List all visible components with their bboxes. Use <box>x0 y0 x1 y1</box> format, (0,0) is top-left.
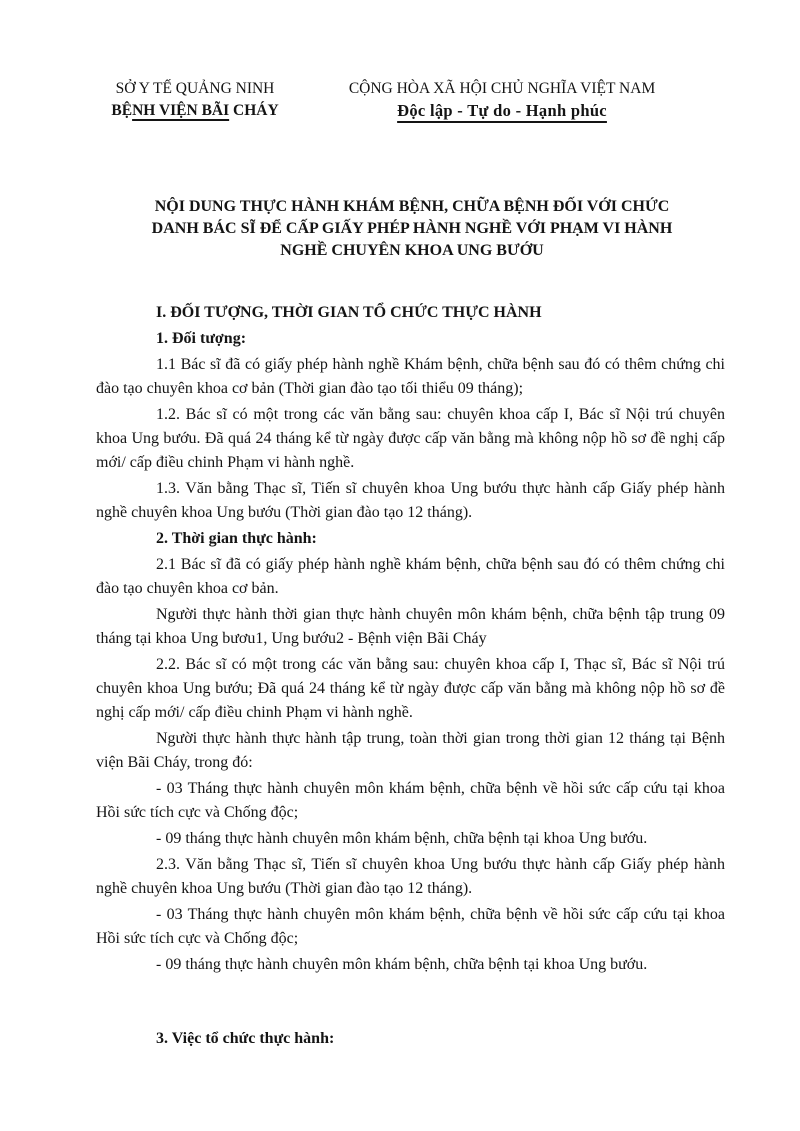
document-header <box>0 78 800 122</box>
agency-name <box>96 100 294 122</box>
agency-name-prefix: BỆ <box>111 102 133 119</box>
section-heading-i: I. ĐỐI TƯỢNG, THỜI GIAN TỔ CHỨC THỰC HÀNH <box>156 304 542 321</box>
paragraph-2-2: 2.2. Bác sĩ có một trong các văn bằng sau: chuyên khoa cấp I, Thạc sĩ, Bác sĩ Nội trú chuyên khoa Ung bướu; Đã quá 24 tháng kể từ ngày được cấp văn bằng mà không nộp hồ sơ đề nghị cấp mới/ cấp điều chinh Phạm vi hành nghề. <box>96 656 725 721</box>
agency-name-underlined: NH VIỆN BÃI <box>132 102 230 119</box>
bullet-hsc-2: - 03 Tháng thực hành chuyên môn khám bệnh, chữa bệnh về hồi sức cấp cứu tại khoa Hồi sức tích cực và Chống độc; <box>96 906 725 947</box>
paragraph-2-1: 2.1 Bác sĩ đã có giấy phép hành nghề khám bệnh, chữa bệnh sau đó có thêm chứng chi đào tạo chuyên khoa cơ bản. <box>96 556 725 597</box>
issuing-agency-block <box>96 78 294 122</box>
paragraph-1-2: 1.2. Bác sĩ có một trong các văn bằng sau: chuyên khoa cấp I, Bác sĩ Nội trú chuyên khoa Ung bướu. Đã quá 24 tháng kể từ ngày được cấp văn bằng mà không nộp hồ sơ đề nghị cấp mới/ cấp điều chinh Phạm vi hành nghề. <box>96 406 725 471</box>
paragraph-1-1: 1.1 Bác sĩ đã có giấy phép hành nghề Khám bệnh, chữa bệnh sau đó có thêm chứng chi đào tạo chuyên khoa cơ bản (Thời gian đào tạo tối thiểu 09 tháng); <box>96 356 725 397</box>
national-motto-block <box>294 78 710 122</box>
bullet-hsc-1: - 03 Tháng thực hành chuyên môn khám bệnh, chữa bệnh về hồi sức cấp cứu tại khoa Hồi sức tích cực và Chống độc; <box>96 780 725 821</box>
subsection-heading-1: 1. Đối tượng: <box>156 330 247 347</box>
paragraph-2-3: 2.3. Văn bằng Thạc sĩ, Tiến sĩ chuyên khoa Ung bướu thực hành cấp Giấy phép hành nghề chuyên khoa Ung bướu (Thời gian đào tạo 12 tháng). <box>96 856 725 897</box>
subsection-heading-3: 3. Việc tổ chức thực hành: <box>156 1030 335 1047</box>
agency-name-suffix: CHÁY <box>229 102 279 119</box>
document-title <box>96 196 728 262</box>
paragraph-1-3: 1.3. Văn bằng Thạc sĩ, Tiến sĩ chuyên khoa Ung bướu thực hành cấp Giấy phép hành nghề chuyên khoa Ung bướu (Thời gian đào tạo 12 tháng). <box>96 480 725 521</box>
paragraph-2-2b: Người thực hành thực hành tập trung, toàn thời gian trong thời gian 12 tháng tại Bệnh viện Bãi Cháy, trong đó: <box>96 730 725 771</box>
bullet-ungbuou-2: - 09 tháng thực hành chuyên môn khám bệnh, chữa bệnh tại khoa Ung bướu. <box>156 956 648 973</box>
document-body <box>96 301 725 1051</box>
bullet-ungbuou-1: - 09 tháng thực hành chuyên môn khám bệnh, chữa bệnh tại khoa Ung bướu. <box>156 830 648 847</box>
document-title-line2: DANH BÁC SĨ ĐỂ CẤP GIẤY PHÉP HÀNH NGHỀ VỚI PHẠM VI HÀNH <box>151 220 673 237</box>
subsection-heading-2: 2. Thời gian thực hành: <box>156 530 317 547</box>
national-title: CỘNG HÒA XÃ HỘI CHỦ NGHĨA VIỆT NAM <box>348 80 656 97</box>
national-motto: Độc lập - Tự do - Hạnh phúc <box>397 101 607 120</box>
document-title-line1: NỘI DUNG THỰC HÀNH KHÁM BỆNH, CHỮA BỆNH ĐỐI VỚI CHỨC <box>154 198 670 215</box>
paragraph-2-1b: Người thực hành thời gian thực hành chuyên môn khám bệnh, chữa bệnh tập trung 09 tháng tại khoa Ung bươu1, Ung bướu2 - Bệnh viện Bãi Cháy <box>96 606 725 647</box>
document-title-line3: NGHỀ CHUYÊN KHOA UNG BƯỚU <box>280 242 544 259</box>
agency-parent-name: SỞ Y TẾ QUẢNG NINH <box>115 80 275 97</box>
